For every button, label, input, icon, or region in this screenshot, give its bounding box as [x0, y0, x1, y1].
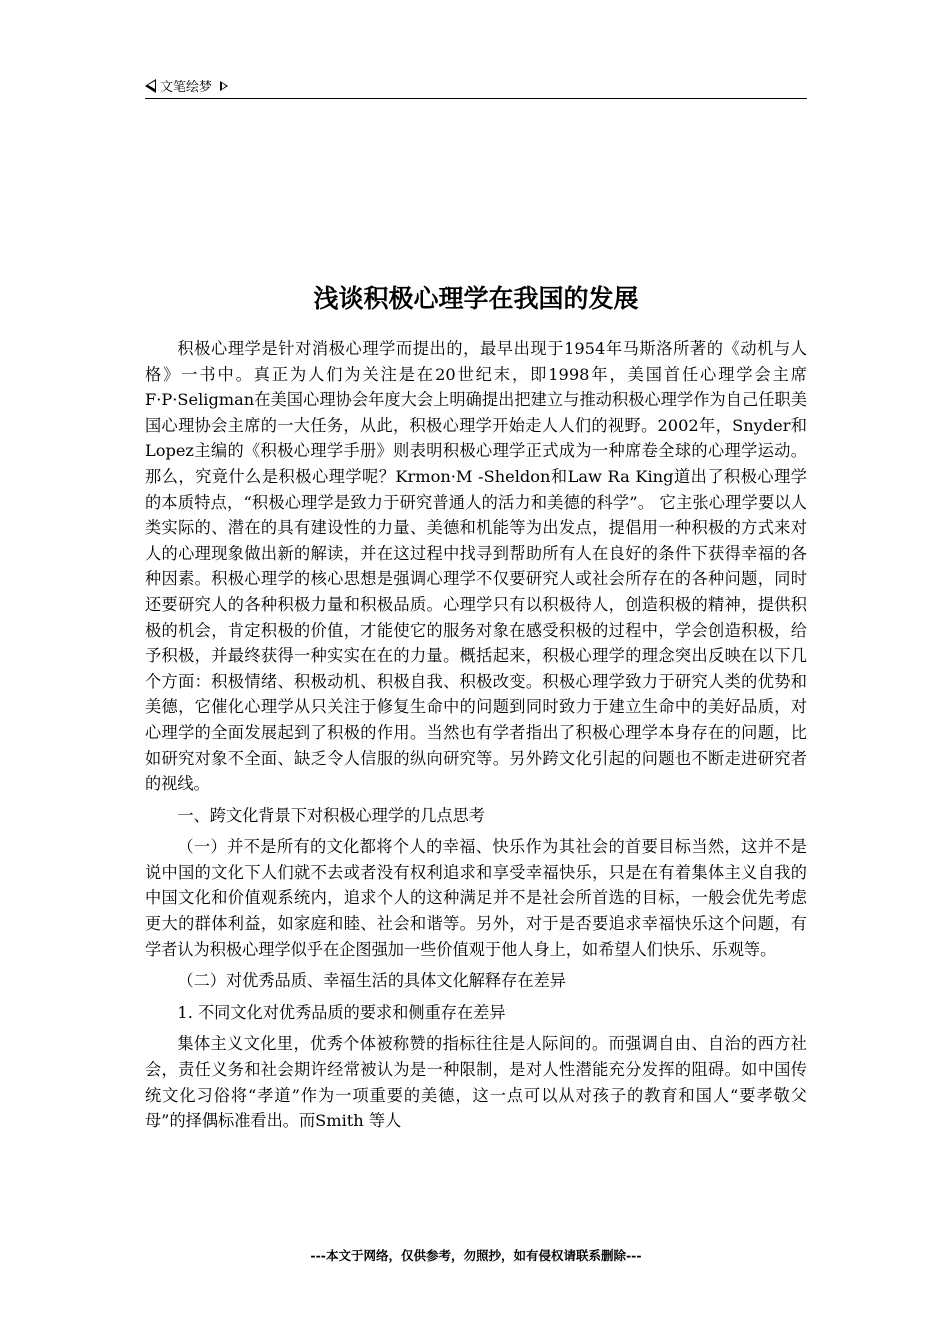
document-body	[145, 336, 807, 1134]
section-heading-1-2: （二）对优秀品质、幸福生活的具体文化解释存在差异	[177, 971, 566, 991]
header-brand: 文笔绘梦	[160, 80, 213, 95]
page-header	[145, 74, 807, 99]
paragraph-collectivism: 集体主义文化里，优秀个体被称赞的指标往往是人际间的。而强调自由、自治的西方社会，责任义务和社会期许经常被认为是一种限制，是对人性潜能充分发挥的阻碍。如中国传统文化习俗将“孝道”作为一项重要的美德，这一点可以从对孩子的教育和国人“要孝敬父母”的择偶标准看出。而Smith 等人	[145, 1034, 807, 1131]
triangle-left-icon	[145, 79, 156, 93]
section-heading-1-2-1: 1. 不同文化对优秀品质的要求和侧重存在差异	[177, 1002, 506, 1022]
document-title: 浅谈积极心理学在我国的发展	[313, 284, 639, 313]
paragraph-intro: 积极心理学是针对消极心理学而提出的，最早出现于1954年马斯洛所著的《动机与人格》一书中。真正为人们为关注是在20世纪末，即1998年，美国首任心理学会主席F·P·Seligman在美国心理协会年度大会上明确提出把建立与推动积极心理学作为自己任职美国心理协会主席的一大任务，从此，积极心理学开始走人人们的视野。2002年，Snyder和Lopez主编的《积极心理学手册》则表明积极心理学正式成为一种席卷全球的心理学运动。那么，究竟什么是积极心理学呢？Krmon·M -Sheldon和Law Ra King道出了积极心理学的本质特点，“积极心理学是致力于研究普通人的活力和美德的科学”。 它主张心理学要以人类实际的、潜在的具有建设性的力量、美德和机能等为出发点，提倡用一种积极的方式来对人的心理现象做出新的解读，并在这过程中找寻到帮助所有人在良好的条件下获得幸福的各种因素。积极心理学的核心思想是强调心理学不仅要研究人或社会所存在的各种问题，同时还要研究人的各种积极力量和积极品质。心理学只有以积极待人，创造积极的精神，提供积极的机会，肯定积极的价值，才能使它的服务对象在感受积极的过程中，学会创造积极，给予积极，并最终获得一种实实在在的力量。概括起来，积极心理学的理念突出反映在以下几个方面：积极情绪、积极动机、积极自我、积极改变。积极心理学致力于研究人类的优势和美德，它催化心理学从只关注于修复生命中的问题到同时致力于建立生命中的美好品质，对心理学的全面发展起到了积极的作用。当然也有学者指出了积极心理学本身存在的问题，比如研究对象不全面、缺乏令人信服的纵向研究等。另外跨文化引起的问题也不断走进研究者的视线。	[145, 339, 807, 794]
header-brand-group	[145, 76, 228, 95]
page-footer: ---本文于网络，仅供参考，勿照抄，如有侵权请联系删除---	[310, 1248, 642, 1263]
triangle-right-icon	[220, 81, 228, 91]
section-heading-1: 一、跨文化背景下对积极心理学的几点思考	[177, 805, 485, 825]
paragraph-section-1-1: （一）并不是所有的文化都将个人的幸福、快乐作为其社会的首要目标当然，这并不是说中国的文化下人们就不去或者没有权利追求和享受幸福快乐，只是在有着集体主义自我的中国文化和价值观系统内，追求个人的这种满足并不是社会所首选的目标，一般会优先考虑更大的群体利益，如家庭和睦、社会和谐等。另外，对于是否要追求幸福快乐这个问题，有学者认为积极心理学似乎在企图强加一些价值观于他人身上，如希望人们快乐、乐观等。	[145, 837, 807, 959]
